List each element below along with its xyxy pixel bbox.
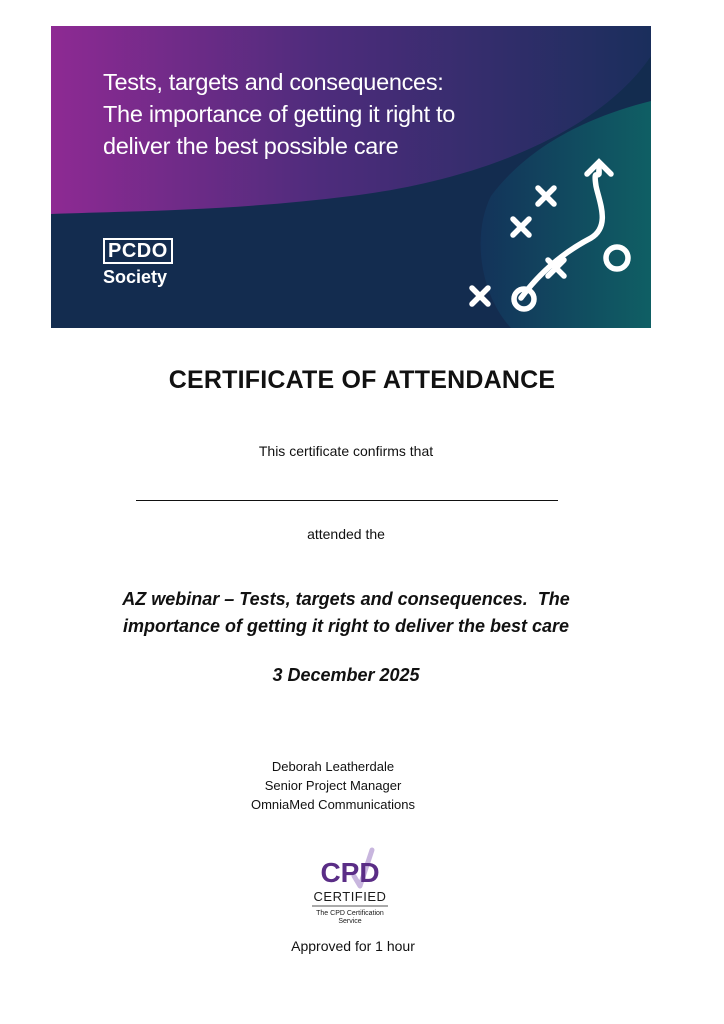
event-title [0,586,692,640]
banner-title-line: deliver the best possible care [103,133,399,159]
event-date: 3 December 2025 [272,665,420,685]
signer-block [0,757,666,814]
logo-society: Society [103,267,168,287]
x-mark-icon [513,219,529,235]
banner-title-line: The importance of getting it right to [103,101,456,127]
x-mark-icon [472,288,488,304]
certificate-title: CERTIFICATE OF ATTENDANCE [168,366,556,394]
play-path [521,171,602,298]
header-banner [51,26,651,328]
logo-pcdo: PCDO [103,238,173,264]
cpd-service-line: The CPD Certification [316,910,384,917]
signer-role: Senior Project Manager [264,778,402,793]
cpd-service-line: Service [338,918,362,925]
attended-text: attended the [307,526,385,542]
cpd-mark: CPD [320,857,380,888]
play-diagram-icon [51,26,651,328]
event-title-line: AZ webinar – Tests, targets and consequences. The [122,589,570,609]
event-title-line: importance of getting it right to deliver the best care [122,616,570,636]
signer-name: Deborah Leatherdale [271,759,395,774]
approved-hours: Approved for 1 hour [291,938,415,954]
confirm-text: This certificate confirms that [258,443,434,459]
cpd-certified-logo [302,846,398,930]
x-mark-icon [538,188,554,204]
banner-title-line: Tests, targets and consequences: [103,69,444,95]
name-signature-line [136,500,558,501]
o-mark-icon [606,247,628,269]
signer-company: OmniaMed Communications [250,797,415,812]
cpd-certified-text: CERTIFIED [313,889,387,904]
